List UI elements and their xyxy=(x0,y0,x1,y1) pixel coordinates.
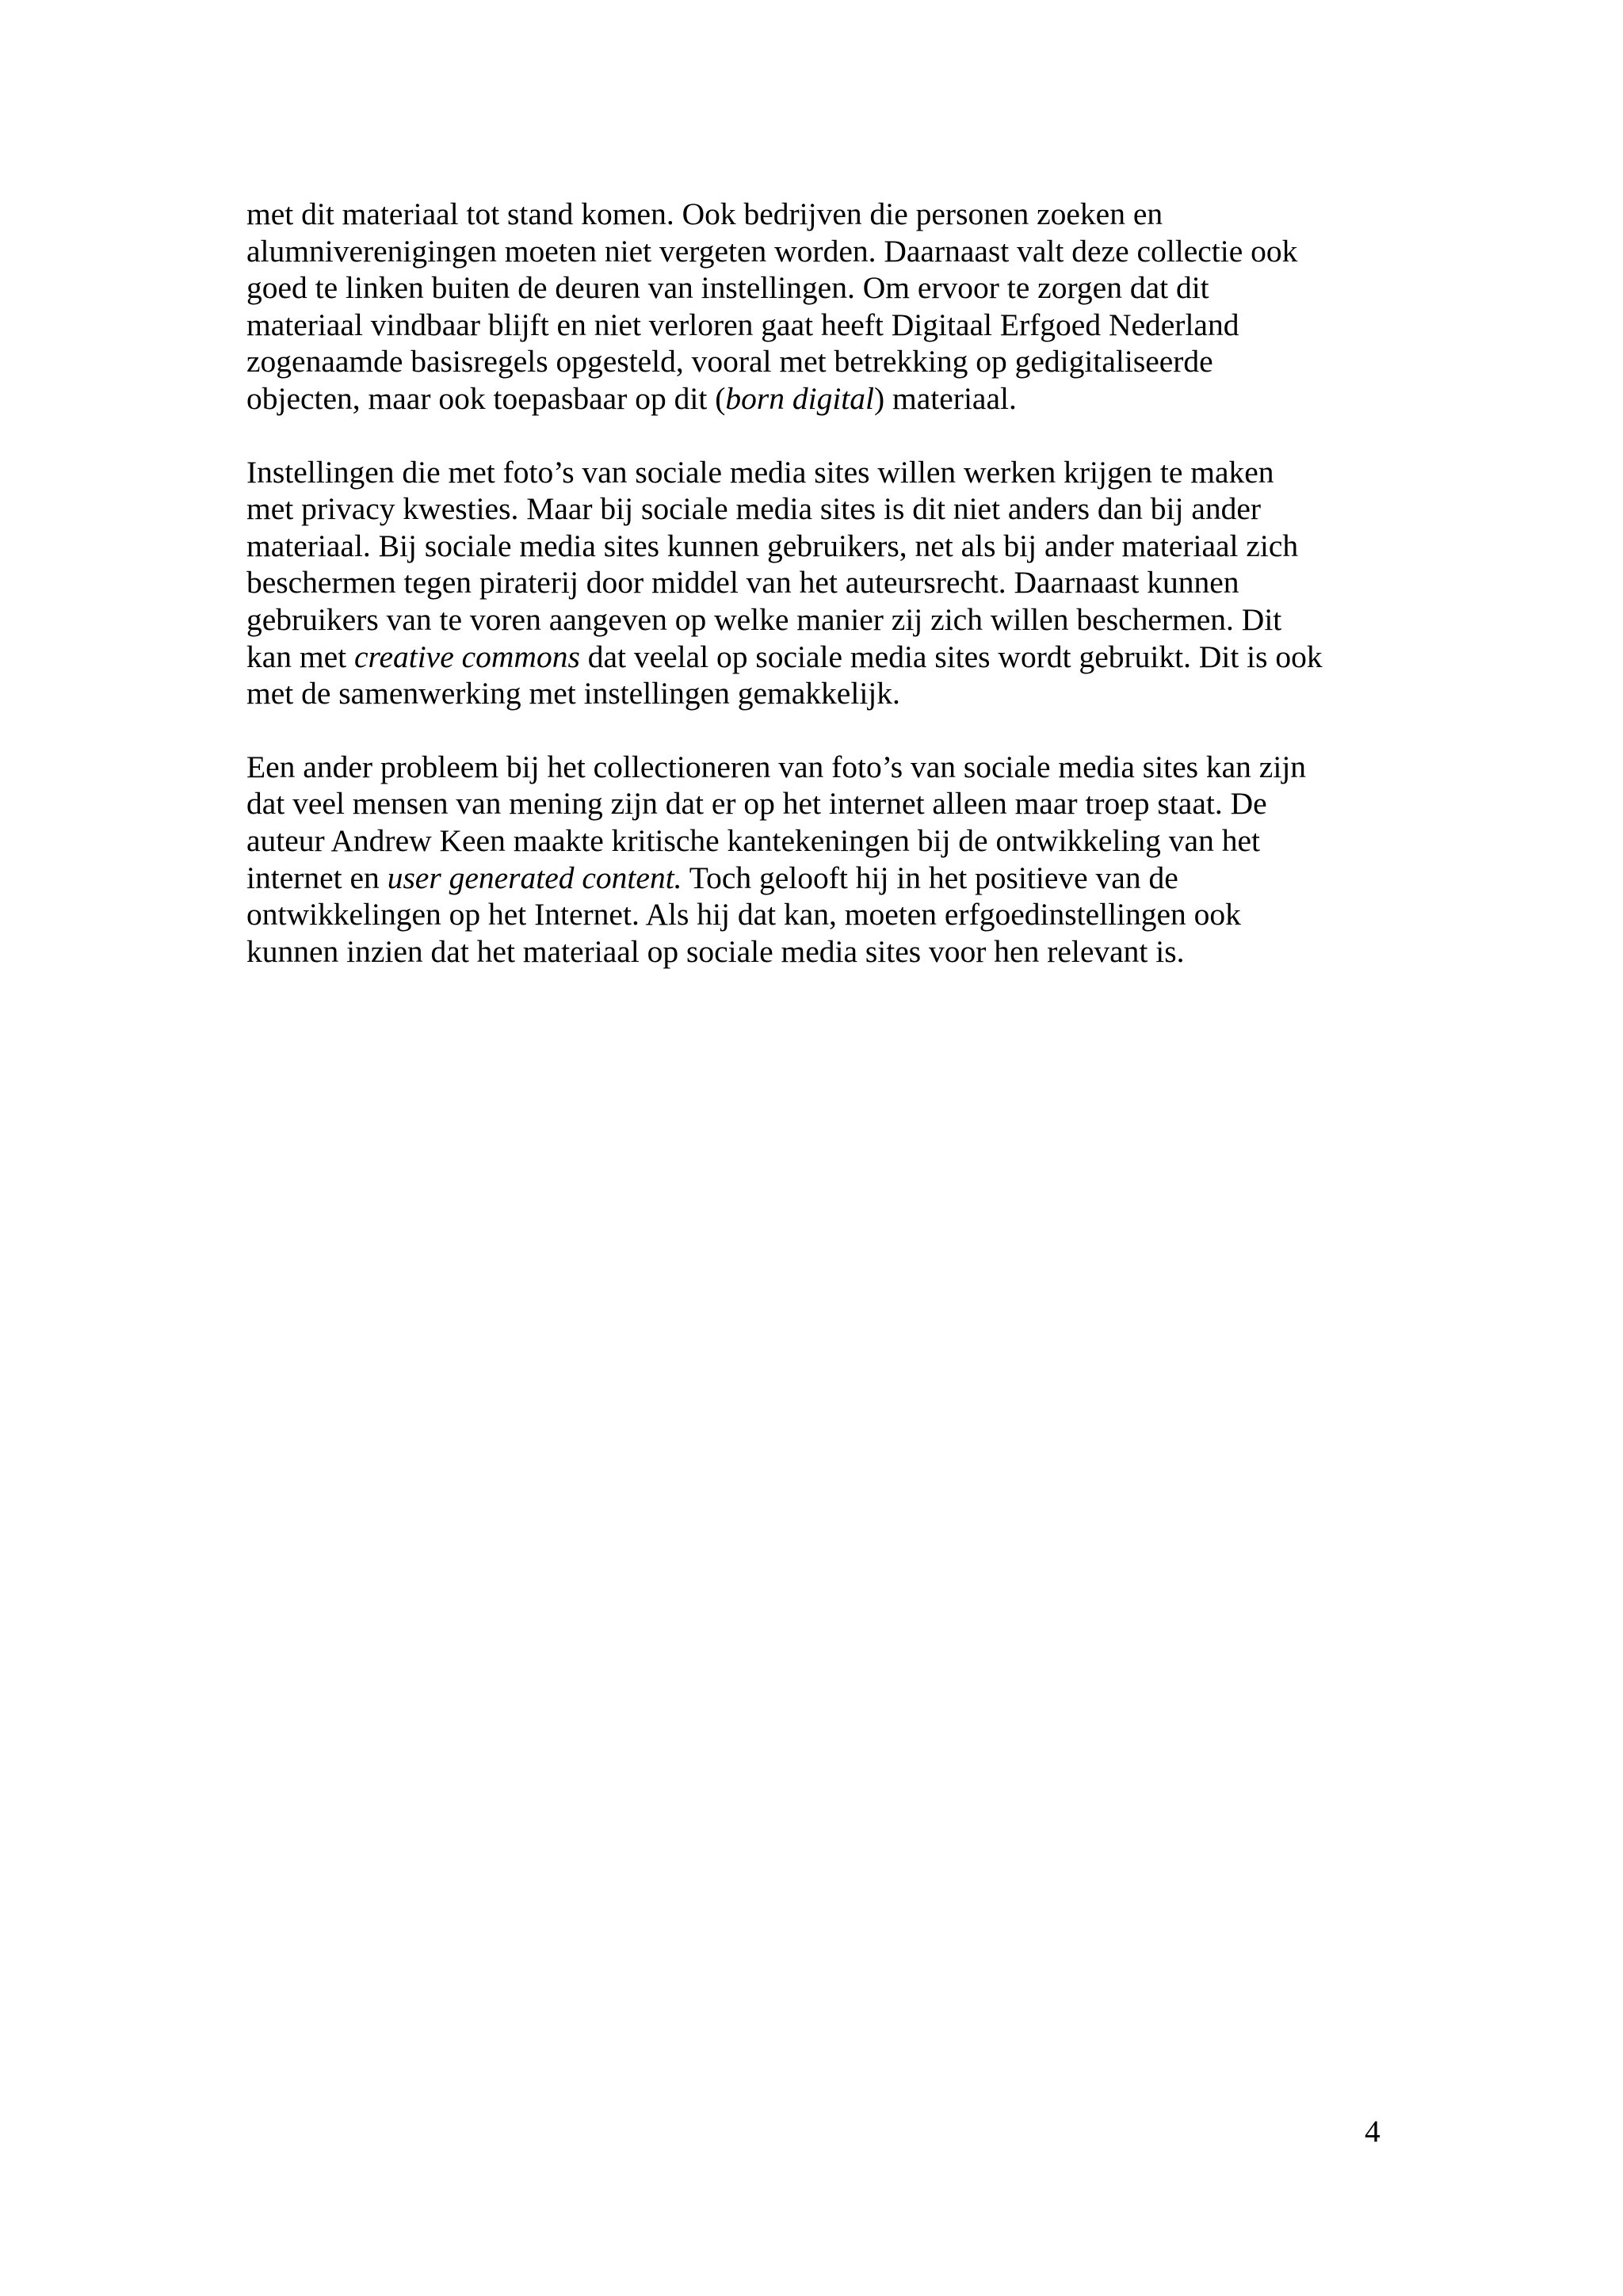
text-run: zogenaamde basisregels opgesteld, vooral met betrekking op gedigitaliseerde xyxy=(246,344,1213,379)
text-line xyxy=(246,528,1388,565)
text-run: dat veel mensen van mening zijn dat er op het internet alleen maar troep staat. De xyxy=(246,786,1267,822)
text-run: met dit materiaal tot stand komen. Ook bedrijven die personen zoeken en xyxy=(246,196,1163,231)
text-run: Instellingen die met foto’s van sociale media sites willen werken krijgen te maken xyxy=(246,454,1274,490)
text-run: gebruikers van te voren aangeven op welke manier zij zich willen beschermen. Dit xyxy=(246,601,1282,637)
text-line xyxy=(246,380,1388,418)
text-line xyxy=(246,822,1388,860)
italic-text: creative commons xyxy=(354,639,580,674)
italic-text: born digital xyxy=(725,380,874,416)
text-run: kunnen inzien dat het materiaal op sociale media sites voor hen relevant is. xyxy=(246,933,1185,969)
text-run: internet en xyxy=(246,860,388,895)
paragraph xyxy=(246,454,1388,712)
text-run: ) materiaal. xyxy=(874,380,1017,416)
text-line xyxy=(246,269,1388,307)
text-run: ontwikkelingen op het Internet. Als hij dat kan, moeten erfgoedinstellingen ook xyxy=(246,897,1241,933)
text-line xyxy=(246,490,1388,528)
text-line xyxy=(246,343,1388,380)
page-number: 4 xyxy=(1365,2114,1381,2149)
text-run: dat veelal op sociale media sites wordt gebruikt. Dit is ook xyxy=(579,639,1323,674)
text-line xyxy=(246,196,1388,233)
text-line xyxy=(246,933,1388,971)
text-run: kan met xyxy=(246,639,355,674)
text-line xyxy=(246,675,1388,712)
italic-text: user generated content. xyxy=(387,860,682,895)
text-line xyxy=(246,233,1388,270)
text-run: auteur Andrew Keen maakte kritische kantekeningen bij de ontwikkeling van het xyxy=(246,822,1260,858)
body-text xyxy=(246,196,1388,1006)
text-line xyxy=(246,454,1388,491)
paragraph xyxy=(246,749,1388,971)
text-line xyxy=(246,749,1388,786)
text-line xyxy=(246,860,1388,897)
text-run: met privacy kwesties. Maar bij sociale media sites is dit niet anders dan bij ander xyxy=(246,491,1262,527)
text-run: Toch gelooft hij in het positieve van de xyxy=(682,860,1178,895)
text-run: materiaal. Bij sociale media sites kunnen gebruikers, net als bij ander materiaal zich xyxy=(246,528,1299,563)
text-line xyxy=(246,639,1388,676)
text-run: Een ander probleem bij het collectioneren van foto’s van sociale media sites kan zijn xyxy=(246,749,1307,784)
text-run: objecten, maar ook toepasbaar op dit ( xyxy=(246,380,726,416)
paragraph xyxy=(246,196,1388,418)
text-line xyxy=(246,601,1388,639)
text-run: alumniverenigingen moeten niet vergeten worden. Daarnaast valt deze collectie ook xyxy=(246,233,1298,269)
text-line xyxy=(246,307,1388,344)
text-run: met de samenwerking met instellingen gemakkelijk. xyxy=(246,676,900,711)
text-run: goed te linken buiten de deuren van instellingen. Om ervoor te zorgen dat dit xyxy=(246,270,1209,306)
text-run: materiaal vindbaar blijft en niet verloren gaat heeft Digitaal Erfgoed Nederland xyxy=(246,307,1239,342)
text-line xyxy=(246,785,1388,822)
text-run: beschermen tegen piraterij door middel van het auteursrecht. Daarnaast kunnen xyxy=(246,565,1239,601)
text-line xyxy=(246,564,1388,601)
text-line xyxy=(246,896,1388,933)
